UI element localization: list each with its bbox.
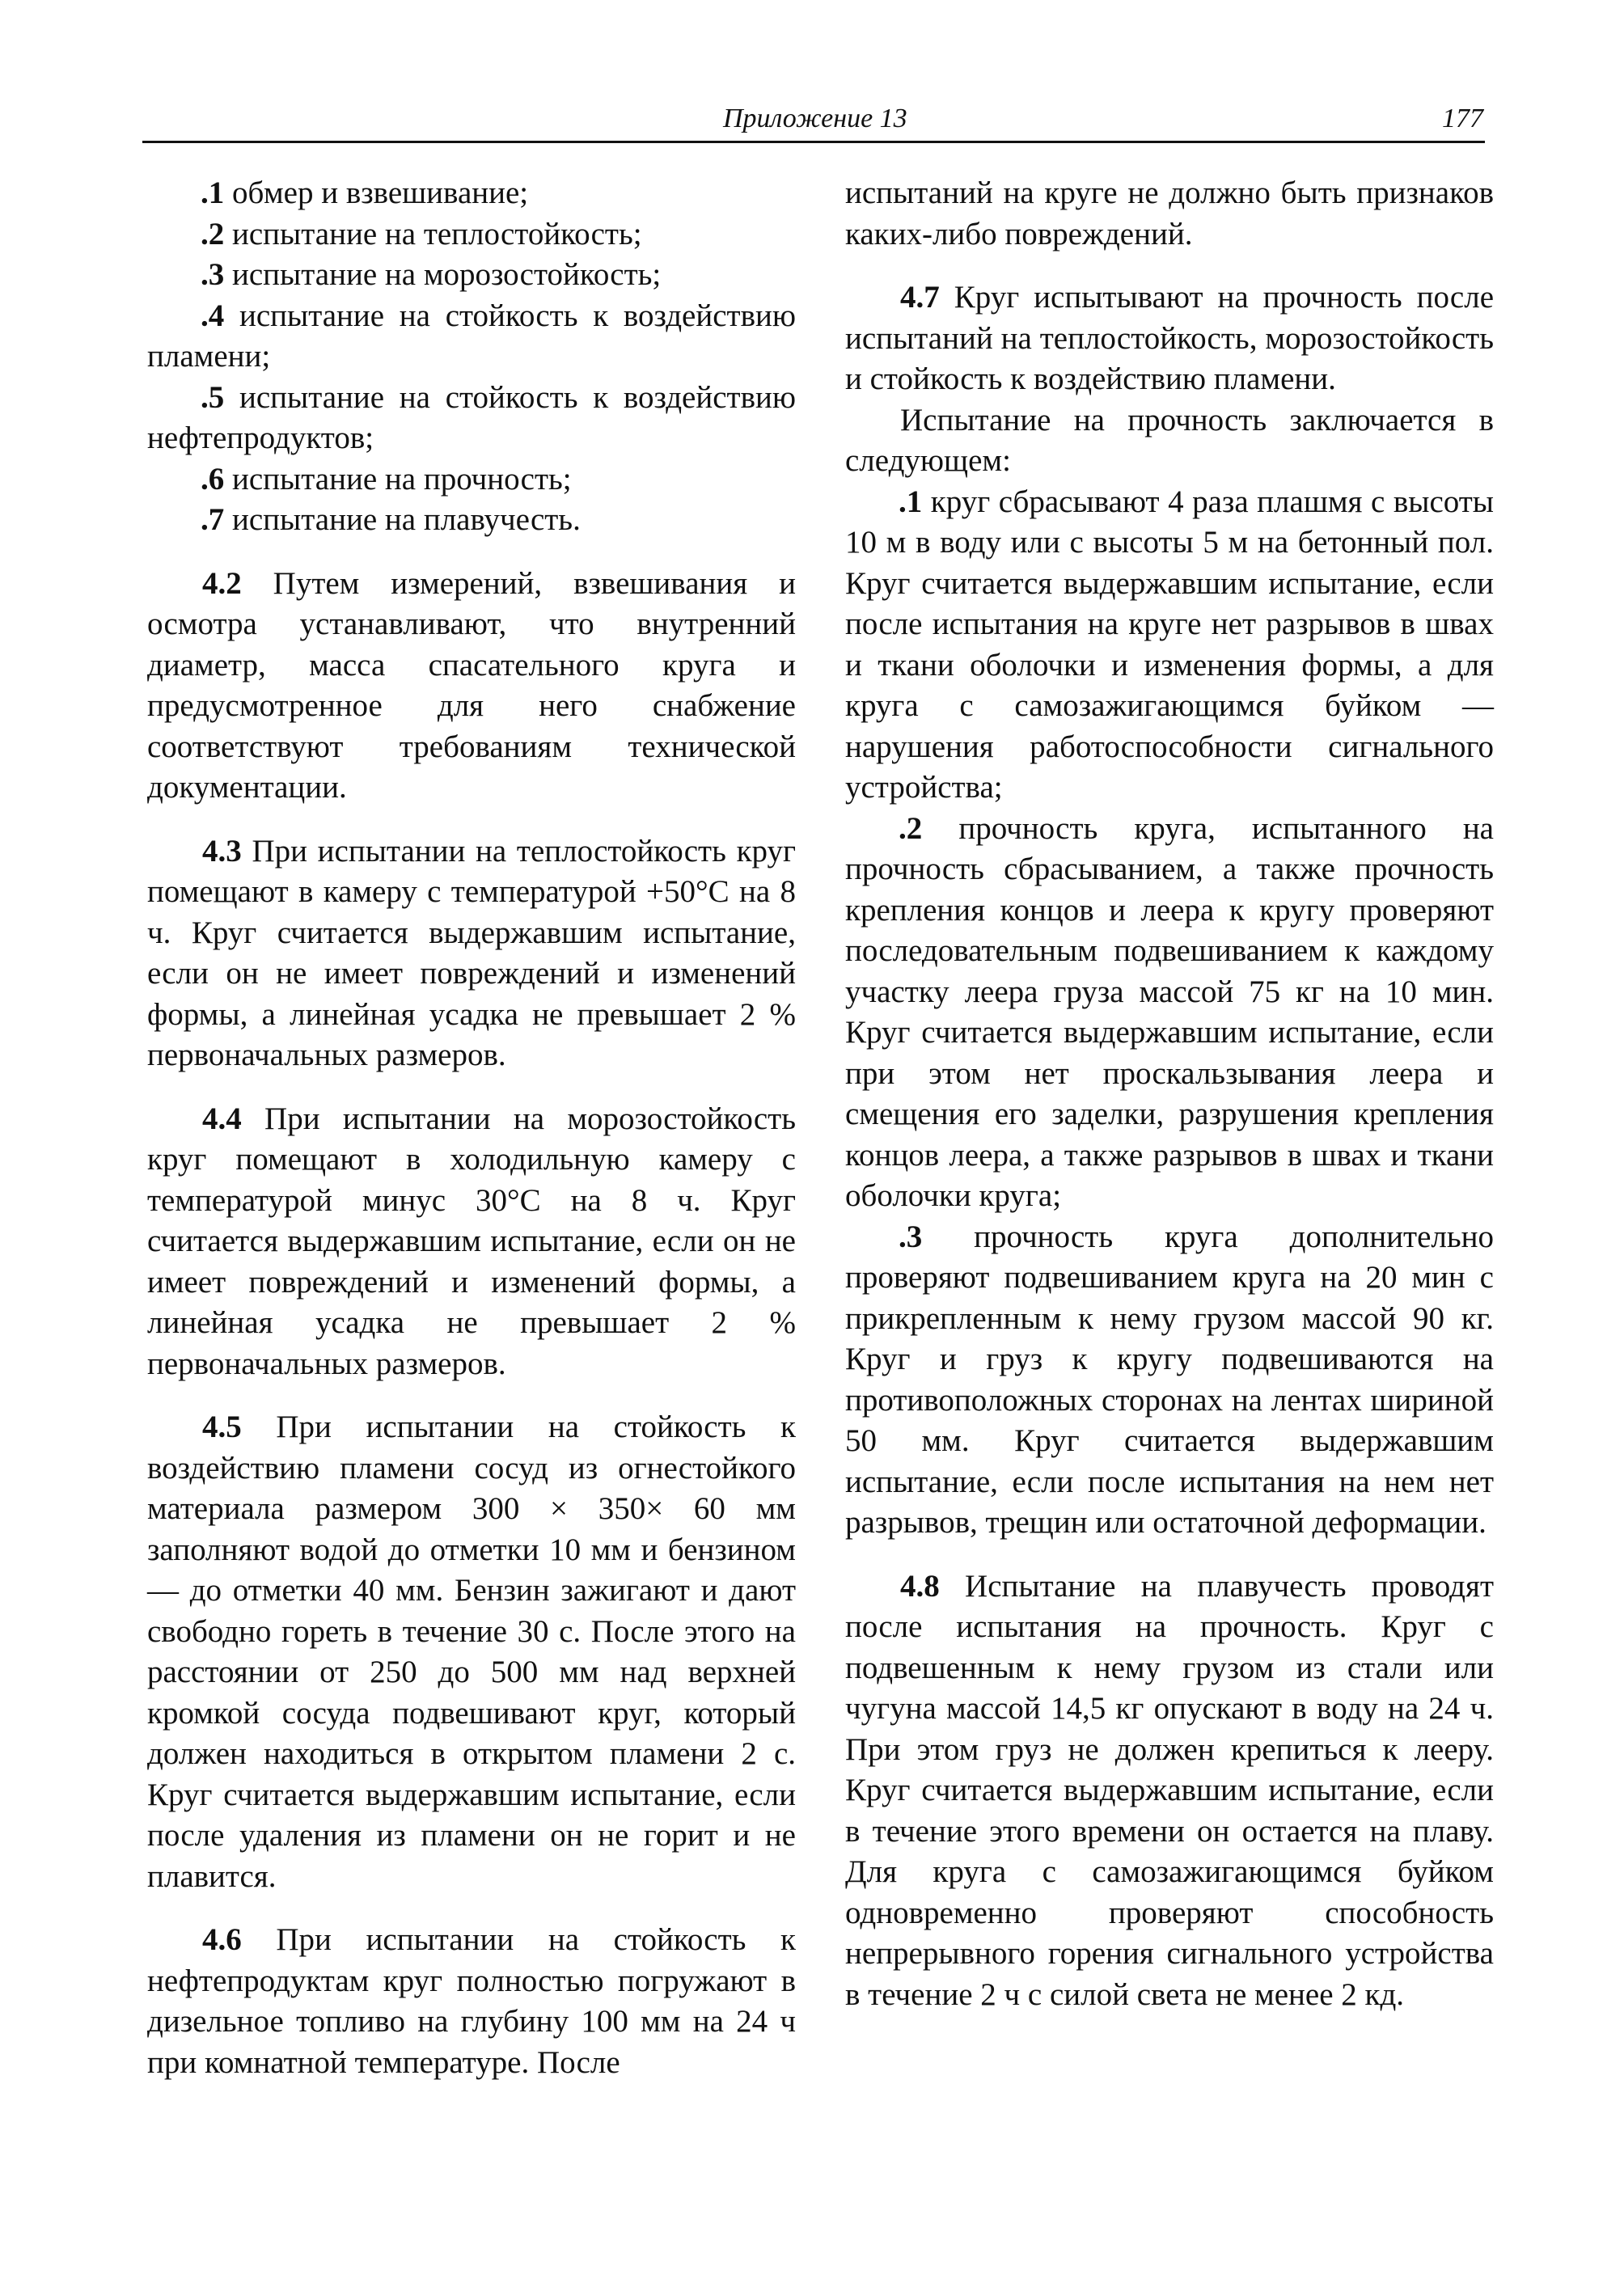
item-text: испытание на плавучесть. [224, 502, 581, 537]
clause-number: 4.8 [900, 1568, 940, 1604]
item-text: прочность круга, испытанного на прочность сбрасыванием, а также прочность крепления концов и леера к кругу проверяют последовательным подвешиванием к каждому участку леера груза массой 75 кг на 10 мин. Круг считается выдержавшим испытание, если при этом нет проскальзывания леера и смещения его заделки, разрушения крепления концов леера, а также разрывов в швах и ткани оболочки круга; [845, 810, 1494, 1213]
clause-text: Круг испытывают на прочность после испытаний на теплостойкость, морозостойкость и стойкость к воздействию пламени. [845, 280, 1494, 396]
clause-text: Испытание на плавучесть проводят после испытания на прочность. Круг с подвешенным к нему грузом из стали или чугуна массой 14,5 кг опускают в воду на 24 ч. При этом груз не должен крепиться к лееру. Круг считается выдержавшим испытание, если в течение этого времени он остается на плаву. Для круга с самозажигающимся буйком одновременно проверяют способность непрерывного горения сигнального устройства в течение 2 ч с силой света не менее 2 кд. [845, 1568, 1494, 2012]
item-text: испытание на стойкость к воздействию пламени; [147, 298, 796, 374]
subitem-3 [845, 1217, 1494, 1544]
clause-text: При испытании на теплостойкость круг помещают в камеру с температурой +50°С на 8 ч. Круг считается выдержавшим испытание, если он не имеет повреждений и изменений формы, а линейная усадка не превышает 2 % первоначальных размеров. [147, 833, 796, 1072]
subitem-1 [845, 482, 1494, 809]
item-number: .6 [201, 461, 225, 497]
paragraph-4-2 [147, 564, 796, 809]
clause-text: При испытании на морозостойкость круг помещают в холодильную камеру с температурой минус 30°С на 8 ч. Круг считается выдержавшим испытание, если он не имеет повреждений и изменений формы, а линейная усадка не превышает 2 % первоначальных размеров. [147, 1101, 796, 1381]
item-number: .1 [899, 484, 923, 519]
list-item [147, 459, 796, 501]
item-text: испытание на прочность; [224, 461, 572, 497]
item-number: .7 [201, 502, 225, 537]
item-number: .3 [899, 1219, 923, 1254]
clause-number: 4.2 [202, 565, 242, 601]
clause-number: 4.5 [202, 1410, 242, 1444]
list-item [147, 296, 796, 378]
item-number: .1 [201, 175, 225, 210]
subitem-2 [845, 809, 1494, 1217]
item-number: .5 [201, 379, 225, 415]
clause-number: 4.7 [900, 280, 940, 315]
clause-number: 4.4 [202, 1101, 242, 1136]
clause-text: Путем измерений, взвешивания и осмотра устанавливают, что внутренний диаметр, масса спасательного круга и предусмотренное для него снабжение соответствуют требованиям технической документации. [147, 565, 796, 805]
item-number: .2 [899, 810, 923, 846]
list-item [147, 378, 796, 459]
paragraph-4-6 [147, 1920, 796, 2083]
left-column [147, 173, 796, 2083]
item-text: прочность круга дополнительно проверяют подвешиванием круга на 20 мин с прикрепленным к нему грузом массой 90 кг. Круг и груз к кругу подвешиваются на противоположных сторонах на лентах шириной 50 мм. Круг считается выдержавшим испытание, если после испытания на нем нет разрывов, трещин или остаточной деформации. [845, 1219, 1494, 1540]
list-item [147, 173, 796, 214]
paragraph-4-7 [845, 277, 1494, 400]
paragraph-4-4 [147, 1099, 796, 1385]
list-item [147, 500, 796, 541]
item-text: испытание на стойкость к воздействию нефтепродуктов; [147, 379, 796, 455]
clause-number: 4.3 [202, 833, 242, 869]
running-header [142, 104, 1485, 143]
list-item [147, 255, 796, 296]
right-column [845, 173, 1494, 2015]
item-text: испытание на теплостойкость; [224, 216, 642, 252]
clause-text: При испытании на стойкость к воздействию пламени сосуд из огнестойкого материала размером 300 × 350× 60 мм заполняют водой до отметки 10 мм и бензином — до отметки 40 мм. Бензин зажигают и дают свободно гореть в течение 30 с. После этого на расстоянии от 250 до 500 мм над верхней кромкой сосуда подвешивают круг, который должен находиться в открытом пламени 2 с. Круг считается выдержавшим испытание, если после удаления из пламени он не горит и не плавится. [147, 1410, 796, 1894]
paragraph-4-6-continued: испытаний на круге не должно быть признаков каких-либо повреждений. [845, 175, 1494, 252]
clause-number: 4.6 [202, 1922, 242, 1957]
header-section-title: Приложение 13 [723, 104, 907, 133]
item-number: .3 [201, 257, 225, 292]
page-number: 177 [1442, 104, 1483, 133]
clause-text: При испытании на стойкость к нефтепродуктам круг полностью погружают в дизельное топливо на глубину 100 мм на 24 ч при комнатной температуре. После [147, 1922, 796, 2080]
paragraph-4-5 [147, 1407, 796, 1897]
item-text: круг сбрасывают 4 раза плашмя с высоты 10 м в воду или с высоты 5 м на бетонный пол. Круг считается выдержавшим испытание, если после испытания на круге нет разрывов в швах и ткани оболочки и изменения формы, а для круга с самозажигающимся буйком — нарушения работоспособности сигнального устройства; [845, 484, 1494, 805]
item-number: .2 [201, 216, 225, 252]
paragraph-4-8 [845, 1566, 1494, 2016]
list-item [147, 214, 796, 256]
item-text: испытание на морозостойкость; [224, 257, 662, 292]
item-number: .4 [201, 298, 225, 333]
paragraph-4-7-intro: Испытание на прочность заключается в следующем: [845, 402, 1494, 478]
paragraph-4-3 [147, 831, 796, 1076]
item-text: обмер и взвешивание; [224, 175, 529, 210]
